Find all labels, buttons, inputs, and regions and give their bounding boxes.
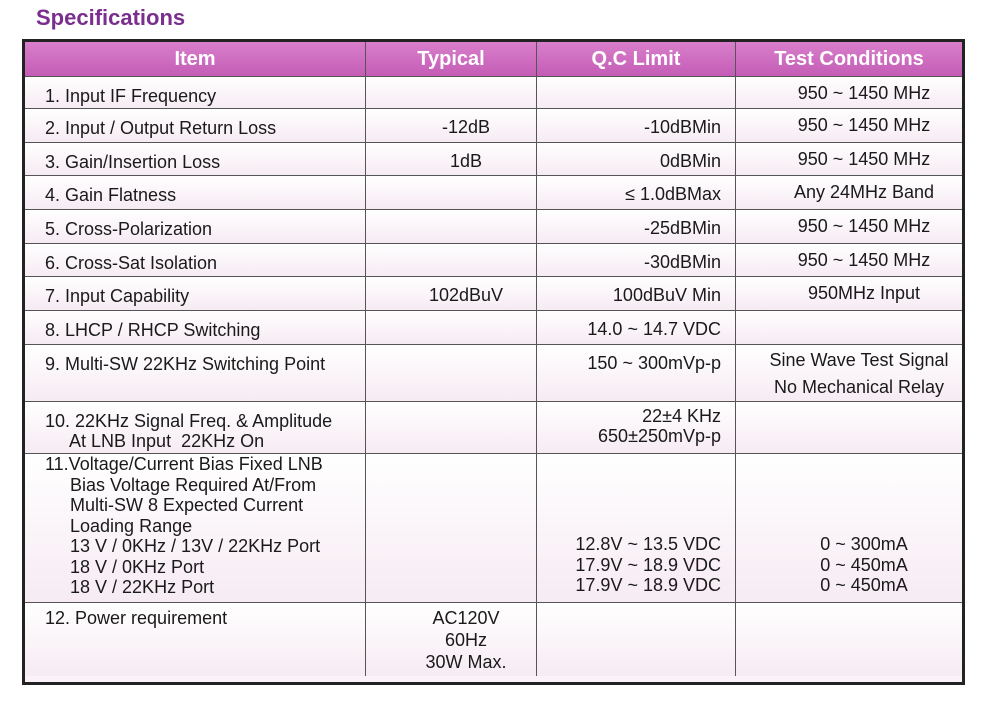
row-7-qc-limit: 100dBuV Min <box>537 277 736 311</box>
row-9-test: Sine Wave Test Signal No Mechanical Relay <box>736 345 962 402</box>
row-1-qc-limit <box>537 77 736 109</box>
header-qc-limit: Q.C Limit <box>537 42 736 77</box>
row-6-test: 950 ~ 1450 MHz <box>736 244 962 277</box>
row-1-test: 950 ~ 1450 MHz <box>736 77 962 109</box>
row-10-qc-limit: 22±4 KHz 650±250mVp-p <box>537 402 736 454</box>
row-11-typical <box>366 454 537 603</box>
row-11-test: 0 ~ 300mA 0 ~ 450mA 0 ~ 450mA <box>736 454 962 603</box>
row-10-test <box>736 402 962 454</box>
row-1-typical <box>366 77 537 109</box>
row-8-test <box>736 311 962 345</box>
row-11-item: 11.Voltage/Current Bias Fixed LNB Bias Voltage Required At/From Multi-SW 8 Expected Current Loading Range 13 V / 0KHz / 13V / 22KHz Port 18 V / 0KHz Port 18 V / 22KHz Port <box>25 454 366 603</box>
row-12-qc-limit <box>537 603 736 676</box>
row-12-item: 12. Power requirement <box>25 603 366 676</box>
row-4-typical <box>366 176 537 210</box>
specifications-table <box>22 39 965 685</box>
row-8-qc-limit: 14.0 ~ 14.7 VDC <box>537 311 736 345</box>
header-typical: Typical <box>366 42 537 77</box>
row-2-test: 950 ~ 1450 MHz <box>736 109 962 143</box>
row-12-test <box>736 603 962 676</box>
row-5-item: 5. Cross-Polarization <box>25 210 366 244</box>
row-5-qc-limit: -25dBMin <box>537 210 736 244</box>
row-8-typical <box>366 311 537 345</box>
row-3-qc-limit: 0dBMin <box>537 143 736 176</box>
row-2-item: 2. Input / Output Return Loss <box>25 109 366 143</box>
row-8-item: 8. LHCP / RHCP Switching <box>25 311 366 345</box>
row-6-qc-limit: -30dBMin <box>537 244 736 277</box>
row-2-qc-limit: -10dBMin <box>537 109 736 143</box>
header-item: Item <box>25 42 366 77</box>
row-3-test: 950 ~ 1450 MHz <box>736 143 962 176</box>
row-7-typical: 102dBuV <box>366 277 537 311</box>
row-7-item: 7. Input Capability <box>25 277 366 311</box>
page-title: Specifications <box>36 5 186 30</box>
row-6-typical <box>366 244 537 277</box>
row-10-typical <box>366 402 537 454</box>
row-6-item: 6. Cross-Sat Isolation <box>25 244 366 277</box>
row-11-qc-limit: 12.8V ~ 13.5 VDC 17.9V ~ 18.9 VDC 17.9V ~ 18.9 VDC <box>537 454 736 603</box>
row-12-typical: AC120V 60Hz 30W Max. <box>366 603 537 676</box>
row-9-qc-limit: 150 ~ 300mVp-p <box>537 345 736 402</box>
row-7-test: 950MHz Input <box>736 277 962 311</box>
row-3-item: 3. Gain/Insertion Loss <box>25 143 366 176</box>
row-2-typical: -12dB <box>366 109 537 143</box>
row-4-qc-limit: ≤ 1.0dBMax <box>537 176 736 210</box>
row-10-item: 10. 22KHz Signal Freq. & Amplitude At LNB Input 22KHz On <box>25 402 366 454</box>
row-9-item: 9. Multi-SW 22KHz Switching Point <box>25 345 366 402</box>
row-5-test: 950 ~ 1450 MHz <box>736 210 962 244</box>
row-4-test: Any 24MHz Band <box>736 176 962 210</box>
row-4-item: 4. Gain Flatness <box>25 176 366 210</box>
row-1-item: 1. Input IF Frequency <box>25 77 366 109</box>
header-test-conditions: Test Conditions <box>736 42 962 77</box>
row-3-typical: 1dB <box>366 143 537 176</box>
row-9-typical <box>366 345 537 402</box>
row-5-typical <box>366 210 537 244</box>
